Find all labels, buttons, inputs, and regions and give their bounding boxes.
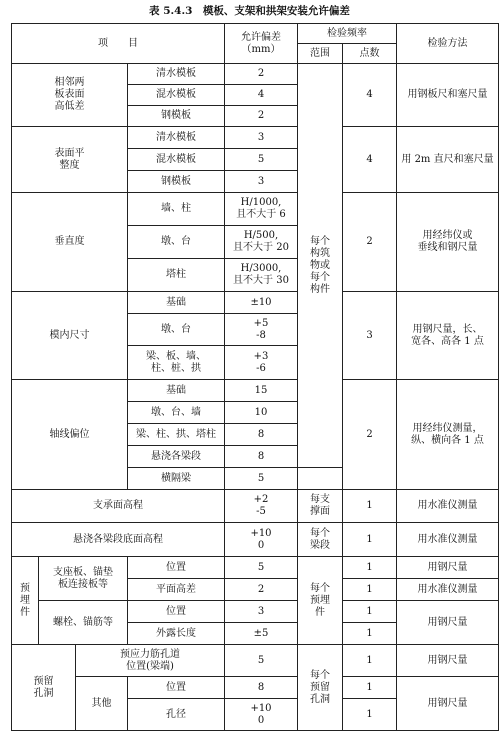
table-row [12,292,499,314]
item-name: 混水模板 [128,85,225,106]
item-name: 外露长度 [128,623,225,645]
group-label-embedded: 预 埋 件 [12,557,39,645]
item-name: 墩、台、墙 [128,402,225,424]
points-value: 1 [343,523,397,557]
method-value: 用钢尺量，长、 宽各、高各 1 点 [397,292,499,380]
table-row [12,601,499,623]
header-range: 范围 [298,44,343,64]
tolerance-value: 4 [225,85,298,106]
item-name: 钢模板 [128,171,225,193]
tolerance-value: 5 [225,645,298,677]
group-label-adjacent: 相邻两 板表面 高低差 [12,64,128,127]
table-row [12,490,499,523]
item-name: 基础 [128,380,225,402]
tolerance-value: 8 [225,424,298,446]
points-value: 1 [343,490,397,523]
header-row [12,24,499,44]
tolerance-value: H/3000, 且不大于 30 [225,259,298,292]
header-item: 项 目 [12,24,225,64]
header-tolerance: 允许偏差 （mm） [225,24,298,64]
tolerance-table [11,23,499,731]
item-name: 基础 [128,292,225,314]
item-support-elevation: 支承面高程 [12,490,225,523]
item-name: 墩、台 [128,314,225,346]
range-value: 每个 预埋 件 [298,557,343,645]
table-row [12,523,499,557]
item-name: 位置 [128,677,225,699]
tolerance-value: +10 0 [225,699,298,731]
tolerance-value: 5 [225,149,298,171]
range-value: 每个 预留 孔洞 [298,645,343,731]
points-value: 4 [343,64,397,127]
group-label-axis: 轴线偏位 [12,380,128,490]
group-label-vertical: 垂直度 [12,193,128,292]
method-value: 用经纬仪或 垂线和钢尺量 [397,193,499,292]
group-label-flatness: 表面平 整度 [12,127,128,193]
header-frequency: 检验频率 [298,24,397,44]
tolerance-value: 8 [225,677,298,699]
method-value: 用 2m 直尺和塞尺量 [397,127,499,193]
range-value: 每支 撑面 [298,490,343,523]
tolerance-value: 8 [225,446,298,468]
tolerance-value: ±5 [225,623,298,645]
method-value: 用钢尺量 [397,601,499,645]
item-name: 墙、柱 [128,193,225,226]
points-value: 2 [343,380,397,490]
table-row [12,645,499,677]
item-name: 塔柱 [128,259,225,292]
tolerance-value: 5 [225,557,298,579]
item-name: 横隔梁 [128,468,225,490]
points-value: 2 [343,193,397,292]
tolerance-value: +2 -5 [225,490,298,523]
tolerance-value: H/1000, 且不大于 6 [225,193,298,226]
method-value: 用钢尺量 [397,645,499,677]
table-row [12,64,499,85]
tolerance-value: H/500, 且不大于 20 [225,226,298,259]
method-value: 用钢尺量 [397,677,499,731]
method-value: 用钢尺量 [397,557,499,579]
table-row [12,557,499,579]
item-name: 梁、板、墙、 柱、桩、拱 [128,346,225,380]
method-value: 用钢板尺和塞尺量 [397,64,499,127]
points-value: 1 [343,557,397,579]
range-value: 每个 梁段 [298,523,343,557]
tolerance-value: 3 [225,171,298,193]
item-name: 位置 [128,557,225,579]
tolerance-value: +10 0 [225,523,298,557]
table-row [12,193,499,226]
tolerance-value: 2 [225,64,298,85]
tolerance-value: 2 [225,579,298,601]
subgroup-label-support-plate: 支座板、锚垫 板连接板等 [39,557,128,601]
item-name: 清水模板 [128,127,225,149]
tolerance-table-wrapper [11,23,499,731]
method-value: 用经纬仪测量， 纵、横向各 1 点 [397,380,499,490]
tolerance-value: 5 [225,468,298,490]
item-name: 清水模板 [128,64,225,85]
item-name: 位置 [128,601,225,623]
points-value: 1 [343,601,397,623]
table-caption: 表 5.4.3 模板、支架和拱架安装允许偏差 [149,5,350,17]
tolerance-value: 15 [225,380,298,402]
item-name: 平面高差 [128,579,225,601]
method-value: 用水准仪测量 [397,523,499,557]
tolerance-value: +5 -8 [225,314,298,346]
tolerance-value: +3 -6 [225,346,298,380]
item-name: 梁、柱、拱、塔柱 [128,424,225,446]
header-points: 点数 [343,44,397,64]
tolerance-value: 2 [225,106,298,127]
header-method: 检验方法 [397,24,499,64]
item-name: 钢模板 [128,106,225,127]
points-value: 3 [343,292,397,380]
tolerance-value: 10 [225,402,298,424]
subgroup-label-bolts: 螺栓、锚筋等 [39,601,128,645]
points-value: 1 [343,579,397,601]
points-value: 1 [343,645,397,677]
table-row [12,127,499,149]
table-row [12,677,499,699]
tolerance-value: ±10 [225,292,298,314]
range-shared: 每个 构筑 物或 每个 构件 [298,64,343,468]
item-name: 悬浇各梁段 [128,446,225,468]
item-name: 墩、台 [128,226,225,259]
item-cantilever-elevation: 悬浇各梁段底面高程 [12,523,225,557]
tolerance-value: 3 [225,601,298,623]
method-value: 用水准仪测量 [397,490,499,523]
group-label-inner: 模内尺寸 [12,292,128,380]
points-value: 1 [343,699,397,731]
subgroup-label-other: 其他 [76,677,128,731]
group-label-holes: 预留 孔洞 [12,645,76,731]
item-name: 孔径 [128,699,225,731]
points-value: 1 [343,677,397,699]
tolerance-value: 3 [225,127,298,149]
points-value: 1 [343,623,397,645]
table-row [12,380,499,402]
item-name: 预应力筋孔道 位置(梁端) [76,645,225,677]
method-value: 用水准仪测量 [397,579,499,601]
item-name: 混水模板 [128,149,225,171]
points-value: 4 [343,127,397,193]
